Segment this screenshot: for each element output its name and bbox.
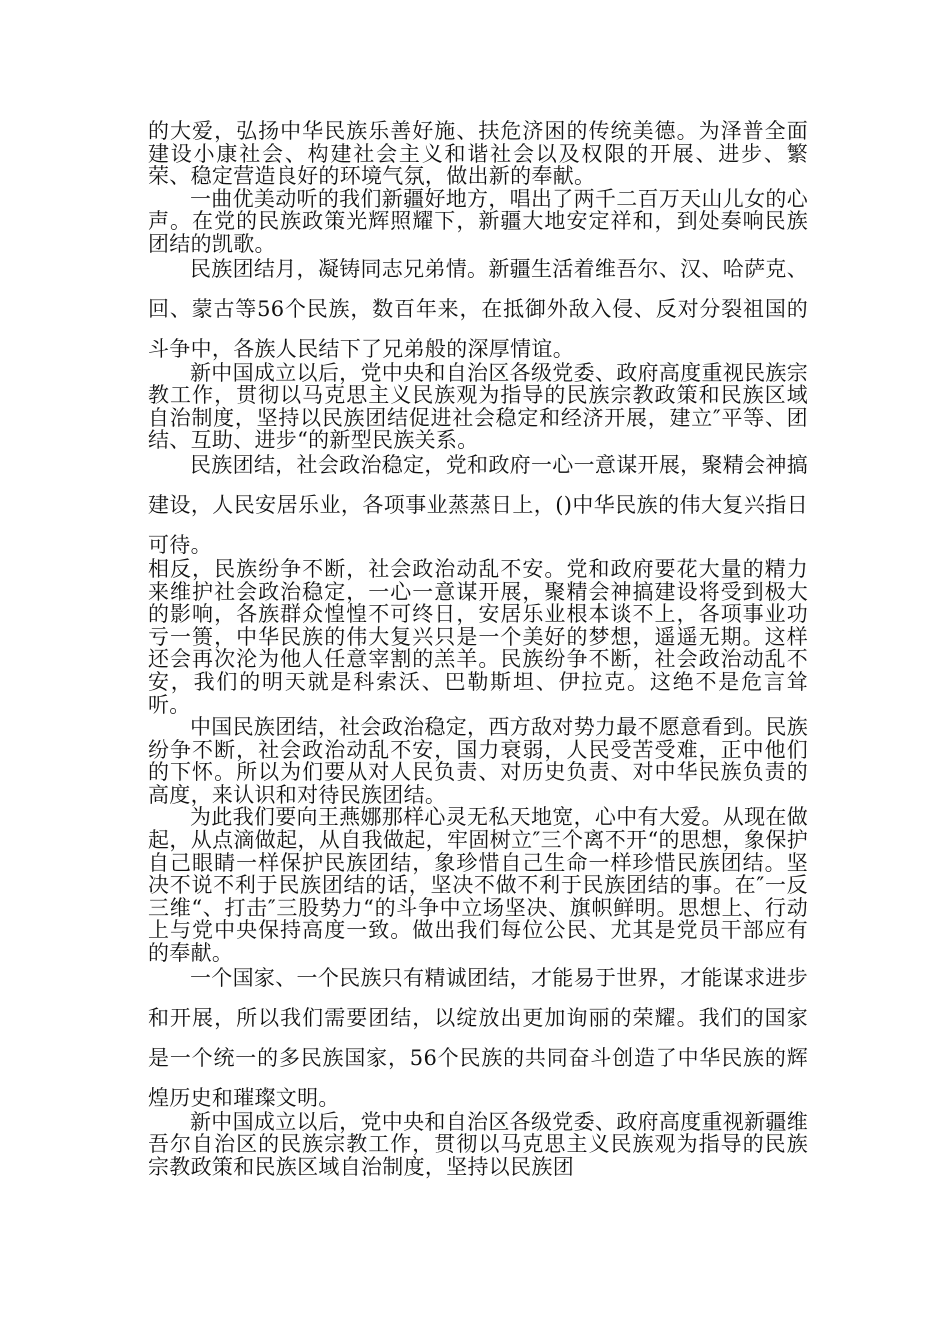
paragraph: 新中国成立以后，党中央和自治区各级党委、政府高度重视新疆维吾尔自治区的民族宗教工作，贯彻以马克思主义民族观为指导的民族宗教政策和民族区域自治制度，坚持以民族团 [148, 1109, 808, 1179]
paragraph: 相反，民族纷争不断，社会政治动乱不安。党和政府要花大量的精力来维护社会政治稳定，一心一意谋开展，聚精会神搞建设将受到极大的影响，各族群众惶惶不可终日，安居乐业根本谈不上，各项事业功亏一篑，中华民族的伟大复兴只是一个美好的梦想，遥遥无期。这样还会再次沦为他人任意宰割的羔羊。民族纷争不断，社会政治动乱不安，我们的明天就是科索沃、巴勒斯坦、伊拉克。这绝不是危言耸听。 [148, 556, 808, 717]
paragraph: 为此我们要向王燕娜那样心灵无私天地宽，心中有大爱。从现在做起，从点滴做起，从自我做起，牢固树立″三个离不开“的思想，象保护自己眼睛一样保护民族团结，象珍惜自己生命一样珍惜民族团结。坚决不说不利于民族团结的话，坚决不做不利于民族团结的事。在″一反三维“、打击″三股势力“的斗争中立场坚决、旗帜鲜明。思想上、行动上与党中央保持高度一致。做出我们每位公民、尤其是党员干部应有的奉献。 [148, 805, 808, 966]
paragraph: 新中国成立以后，党中央和自治区各级党委、政府高度重视民族宗教工作，贯彻以马克思主义民族观为指导的民族宗教政策和民族区域自治制度，坚持以民族团结促进社会稳定和经济开展，建立″平等、团结、互助、进步“的新型民族关系。 [148, 360, 808, 453]
paragraph: 的大爱，弘扬中华民族乐善好施、扶危济困的传统美德。为泽普全面建设小康社会、构建社会主义和谐社会以及权限的开展、进步、繁荣、稳定营造良好的环境气氛，做出新的奉献。 [148, 119, 808, 189]
paragraph: 民族团结，社会政治稳定，党和政府一心一意谋开展，聚精会神搞建设，人民安居乐业，各项事业蒸蒸日上，()中华民族的伟大复兴指日可待。 [148, 452, 808, 557]
paragraph: 一曲优美动听的我们新疆好地方，唱出了两千二百万天山儿女的心声。在党的民族政策光辉照耀下，新疆大地安定祥和，到处奏响民族团结的凯歌。 [148, 186, 808, 256]
paragraph: 民族团结月，凝铸同志兄弟情。新疆生活着维吾尔、汉、哈萨克、回、蒙古等56个民族，数百年来，在抵御外敌入侵、反对分裂祖国的斗争中，各族人民结下了兄弟般的深厚情谊。 [148, 256, 808, 361]
paragraph: 一个国家、一个民族只有精诚团结，才能易于世界，才能谋求进步和开展，所以我们需要团结，以绽放出更加询丽的荣耀。我们的国家是一个统一的多民族国家，56个民族的共同奋斗创造了中华民族的辉煌历史和璀璨文明。 [148, 965, 808, 1110]
paragraph: 中国民族团结，社会政治稳定，西方敌对势力最不愿意看到。民族纷争不断，社会政治动乱不安，国力衰弱，人民受苦受难，正中他们的下怀。所以为们要从对人民负责、对历史负责、对中华民族负责的高度，来认识和对待民族团结。 [148, 715, 808, 807]
document-body [148, 120, 808, 1178]
